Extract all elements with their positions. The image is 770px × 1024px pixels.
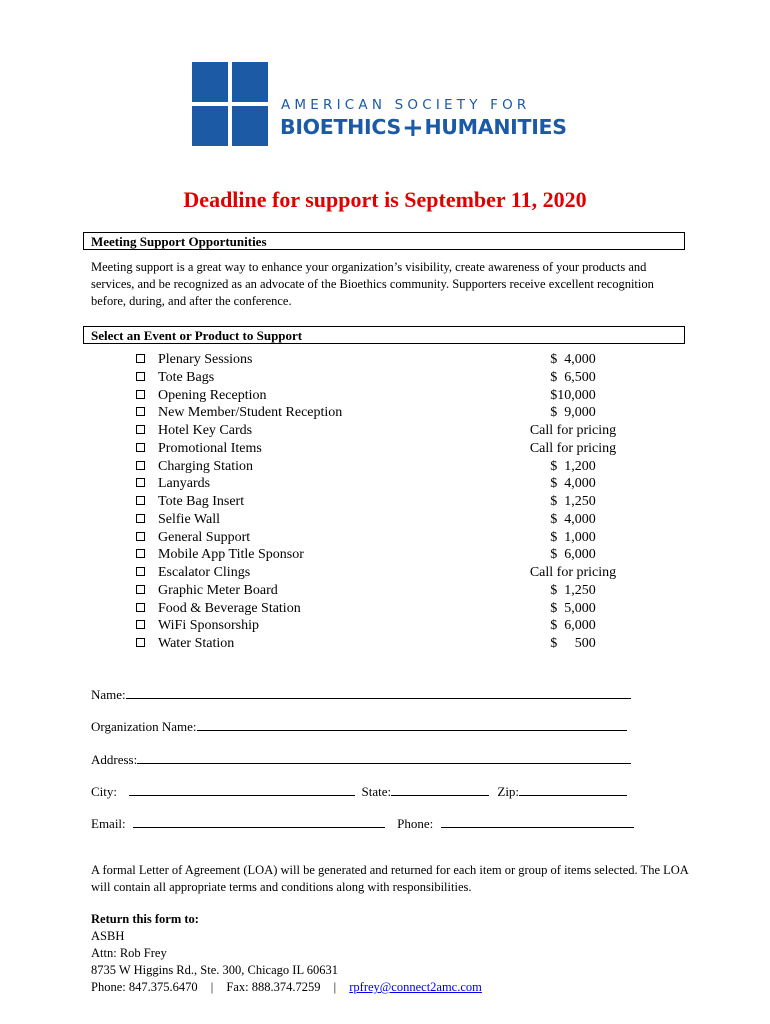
email-phone-row bbox=[91, 815, 634, 832]
support-item-label: Selfie Wall bbox=[158, 511, 220, 527]
checkbox[interactable] bbox=[136, 549, 145, 558]
support-item-label: New Member/Student Reception bbox=[158, 405, 343, 421]
logo-word-bioethics: BIOETHICS bbox=[280, 115, 401, 139]
support-item-label: Escalator Clings bbox=[158, 565, 251, 580]
return-phone: Phone: 847.375.6470 bbox=[91, 980, 198, 994]
checkbox[interactable] bbox=[136, 372, 145, 381]
checkbox[interactable] bbox=[136, 478, 145, 487]
state-input-line[interactable] bbox=[391, 783, 489, 796]
checkbox[interactable] bbox=[136, 585, 145, 594]
support-item-price: $ 4,000 bbox=[550, 476, 596, 492]
section-heading-meeting-support: Meeting Support Opportunities bbox=[83, 232, 685, 250]
separator: | bbox=[333, 980, 337, 994]
address-label: Address: bbox=[91, 752, 138, 767]
address-input-line[interactable] bbox=[137, 751, 631, 764]
support-item-label: Opening Reception bbox=[158, 387, 267, 403]
intro-paragraph: Meeting support is a great way to enhance your organization’s visibility, create awareness of your products and services, and be recognized as an advocate of the Bioethics community. Supporters receive excellent recognition before, during, and after the conference. bbox=[91, 260, 654, 308]
checkbox[interactable] bbox=[136, 461, 145, 470]
support-item-price: $ 6,000 bbox=[550, 618, 596, 634]
city-input-line[interactable] bbox=[129, 783, 355, 796]
checkbox[interactable] bbox=[136, 620, 145, 629]
support-item-price: $ 4,000 bbox=[550, 352, 596, 367]
support-item-label: Promotional Items bbox=[158, 440, 262, 456]
logo-plus: + bbox=[401, 113, 424, 143]
support-item[interactable] bbox=[136, 475, 342, 493]
address-field[interactable] bbox=[91, 751, 631, 768]
checkbox[interactable] bbox=[136, 532, 145, 541]
section-heading-select-event: Select an Event or Product to Support bbox=[83, 326, 685, 344]
checkbox[interactable] bbox=[136, 390, 145, 399]
city-label: City: bbox=[91, 784, 118, 799]
loa-paragraph: A formal Letter of Agreement (LOA) will be generated and returned for each item or group of items selected. The LOA will contain all appropriate terms and conditions along with responsibilities. bbox=[91, 863, 689, 894]
support-item-label: Hotel Key Cards bbox=[158, 423, 253, 438]
return-fax: Fax: 888.374.7259 bbox=[226, 980, 321, 994]
support-item[interactable] bbox=[136, 493, 342, 511]
logo-word-humanities: HUMANITIES bbox=[424, 115, 567, 139]
support-item-list bbox=[136, 351, 342, 653]
checkbox[interactable] bbox=[136, 354, 145, 363]
zip-input-line[interactable] bbox=[519, 783, 627, 796]
return-heading: Return this form to: bbox=[91, 912, 199, 926]
name-field[interactable] bbox=[91, 686, 631, 703]
support-item-price: $ 6,500 bbox=[550, 369, 596, 385]
support-price-list bbox=[508, 351, 638, 653]
asbh-logo bbox=[192, 62, 582, 146]
city-state-zip-row bbox=[91, 783, 627, 800]
support-item-label: Tote Bags bbox=[158, 369, 215, 385]
support-item[interactable] bbox=[136, 635, 342, 653]
support-item[interactable] bbox=[136, 440, 342, 458]
support-item-price: $ 500 bbox=[550, 636, 596, 651]
support-item[interactable] bbox=[136, 422, 342, 440]
support-item-label: Mobile App Title Sponsor bbox=[158, 547, 304, 563]
support-item[interactable] bbox=[136, 582, 342, 600]
checkbox[interactable] bbox=[136, 567, 145, 576]
support-item-label: General Support bbox=[158, 529, 251, 545]
support-item[interactable] bbox=[136, 511, 342, 529]
support-item-price: Call for pricing bbox=[529, 423, 617, 438]
support-item-price: $ 9,000 bbox=[550, 405, 596, 421]
return-address: 8735 W Higgins Rd., Ste. 300, Chicago IL 60631 bbox=[91, 963, 338, 977]
support-item[interactable] bbox=[136, 600, 342, 618]
support-item[interactable] bbox=[136, 369, 342, 387]
organization-input-line[interactable] bbox=[197, 718, 627, 731]
phone-label: Phone: bbox=[397, 816, 434, 831]
checkbox[interactable] bbox=[136, 443, 145, 452]
support-item-price: Call for pricing bbox=[529, 565, 617, 580]
organization-field[interactable] bbox=[91, 718, 627, 735]
phone-input-line[interactable] bbox=[441, 815, 634, 828]
support-item-label: Charging Station bbox=[158, 458, 254, 474]
return-email-link[interactable]: rpfrey@connect2amc.com bbox=[349, 980, 482, 994]
logo-mark-icon bbox=[192, 62, 268, 146]
name-label: Name: bbox=[91, 687, 126, 702]
email-label: Email: bbox=[91, 816, 126, 831]
support-item[interactable] bbox=[136, 351, 342, 369]
support-item-price: $10,000 bbox=[550, 387, 596, 403]
support-item-price: $ 5,000 bbox=[550, 600, 596, 616]
support-item-label: Tote Bag Insert bbox=[158, 494, 245, 509]
logo-line1: AMERICAN SOCIETY FOR bbox=[281, 97, 531, 113]
support-item[interactable] bbox=[136, 617, 342, 635]
support-item[interactable] bbox=[136, 404, 342, 422]
email-input-line[interactable] bbox=[133, 815, 385, 828]
checkbox[interactable] bbox=[136, 638, 145, 647]
checkbox[interactable] bbox=[136, 407, 145, 416]
name-input-line[interactable] bbox=[126, 686, 631, 699]
return-contact-row bbox=[91, 979, 482, 996]
support-item-price: Call for pricing bbox=[529, 440, 617, 456]
logo-line2 bbox=[280, 113, 567, 143]
state-label: State: bbox=[361, 784, 392, 799]
separator: | bbox=[210, 980, 214, 994]
organization-label: Organization Name: bbox=[91, 719, 197, 734]
support-item-label: Lanyards bbox=[158, 476, 211, 492]
return-info bbox=[91, 911, 482, 996]
support-item-price: $ 6,000 bbox=[550, 547, 596, 563]
checkbox[interactable] bbox=[136, 603, 145, 612]
support-item-label: Plenary Sessions bbox=[158, 352, 253, 367]
support-item-label: Water Station bbox=[158, 636, 235, 651]
return-attn: Attn: Rob Frey bbox=[91, 946, 167, 960]
support-item-label: Graphic Meter Board bbox=[158, 582, 278, 598]
zip-label: Zip: bbox=[497, 784, 520, 799]
support-item-price: $ 1,200 bbox=[550, 458, 596, 474]
support-item[interactable] bbox=[136, 529, 342, 547]
support-item-price: $ 1,250 bbox=[550, 582, 596, 598]
support-item-price: $ 1,250 bbox=[550, 494, 596, 509]
support-item-label: Food & Beverage Station bbox=[158, 600, 301, 616]
checkbox[interactable] bbox=[136, 496, 145, 505]
deadline-heading: Deadline for support is September 11, 2020 bbox=[183, 187, 587, 212]
support-item[interactable] bbox=[136, 564, 342, 582]
support-item[interactable] bbox=[136, 387, 342, 405]
support-item[interactable] bbox=[136, 458, 342, 476]
checkbox[interactable] bbox=[136, 425, 145, 434]
checkbox[interactable] bbox=[136, 514, 145, 523]
support-item-price: $ 4,000 bbox=[550, 511, 596, 527]
support-item-label: WiFi Sponsorship bbox=[158, 618, 259, 634]
support-item[interactable] bbox=[136, 546, 342, 564]
support-item-price: $ 1,000 bbox=[550, 529, 596, 545]
return-org: ASBH bbox=[91, 929, 125, 943]
